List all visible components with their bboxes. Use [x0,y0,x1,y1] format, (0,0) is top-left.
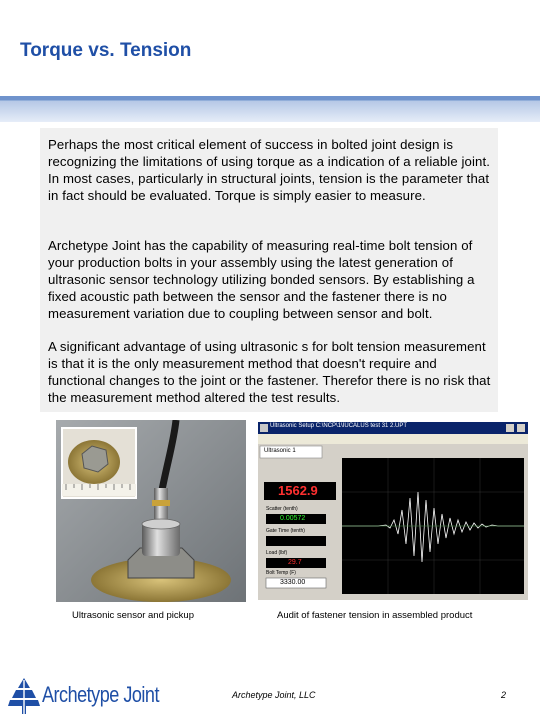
slide-title: Torque vs. Tension [20,40,192,61]
right-figure-caption: Audit of fastener tension in assembled product [277,610,473,621]
paragraph-2: Archetype Joint has the capability of measuring real-time bolt tension of your production bolts in your assembly using the latest generation of ultrasonic sensor technology utilizing bonded sensors. By establishing a fixed acoustic path between the sensor and the fastener there is no measurement variation due to coupling between sensor and bolt. [48,238,475,321]
archetype-joint-logo [8,676,178,716]
page-number: 2 [501,690,507,700]
readout-label-scatter: Scatter (tenth) [266,506,298,512]
screen-tab: Ultrasonic 1 [264,448,296,454]
ultrasonic-software-screenshot [258,422,528,600]
readout-value-load: 29.7 [288,559,302,566]
screen-title: Ultrasonic Setup C:\NCP\1\IUCALUS test 31 2.UPT [270,423,408,429]
footer-company: Archetype Joint, LLC [232,690,316,700]
left-figure-caption: Ultrasonic sensor and pickup [72,610,194,621]
readout-label-gate: Gate Time (tenth) [266,528,305,534]
readout-label-temp: Bolt Temp (F) [266,570,296,576]
readout-value-temp: 3330.00 [280,579,306,586]
tension-reading: 1562.9 [278,483,318,498]
logo-text: Archetype Joint [42,682,159,707]
title-band [0,96,540,122]
readout-value-scatter: 0.00572 [280,515,306,522]
paragraph-3: A significant advantage of using ultrasonic s for bolt tension measurement is that it is the only measurement method that doesn't require and functional changes to the joint or the fastener. Therefor there is no risk that the measurement method altered the test results. [48,339,491,405]
sensor-photo [56,420,246,602]
paragraph-1: Perhaps the most critical element of success in bolted joint design is recognizing the limitations of using torque as a indication of a reliable joint. In most cases, particularly in structural joints, tension is the parameter that in fact should be evaluated. Torque is simply easier to measure. [48,137,490,203]
readout-label-load: Load (lbf) [266,550,288,556]
